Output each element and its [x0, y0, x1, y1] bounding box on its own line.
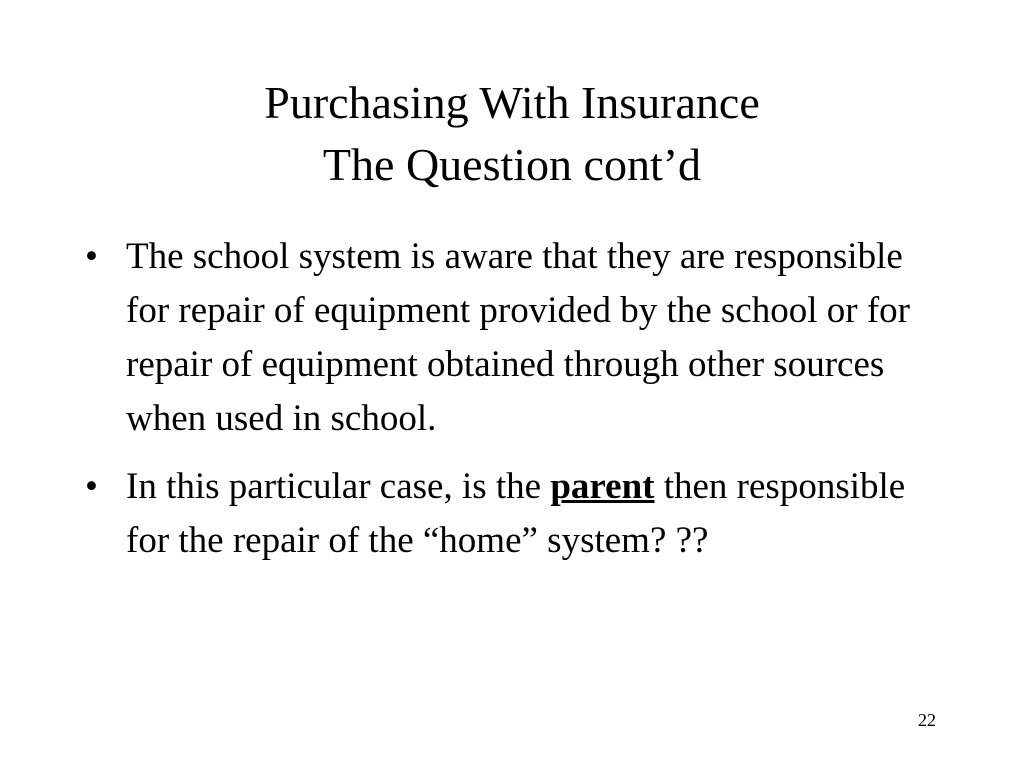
- bullet-icon: •: [85, 466, 98, 507]
- bullet-item-1: [85, 230, 915, 446]
- emphasized-word: parent: [550, 466, 655, 507]
- title-line-2: The Question cont’d: [322, 139, 702, 190]
- bullet-text: The school system is aware that they are responsible for repair of equipment provided by the school or for repair of equipment obtained through other sources when used in school.: [126, 236, 910, 439]
- bullet-text: [126, 466, 905, 561]
- bullet-item-2: [85, 460, 915, 568]
- slide-title: [0, 72, 1024, 196]
- title-line-1: Purchasing With Insurance: [264, 77, 760, 128]
- page-number: 22: [918, 710, 936, 730]
- bullet-icon: •: [85, 236, 98, 277]
- bullet-text-after: then responsible for the repair of the “home” system? ??: [126, 466, 906, 561]
- bullet-list: [85, 230, 915, 582]
- bullet-text-before: In this particular case, is the: [126, 466, 551, 507]
